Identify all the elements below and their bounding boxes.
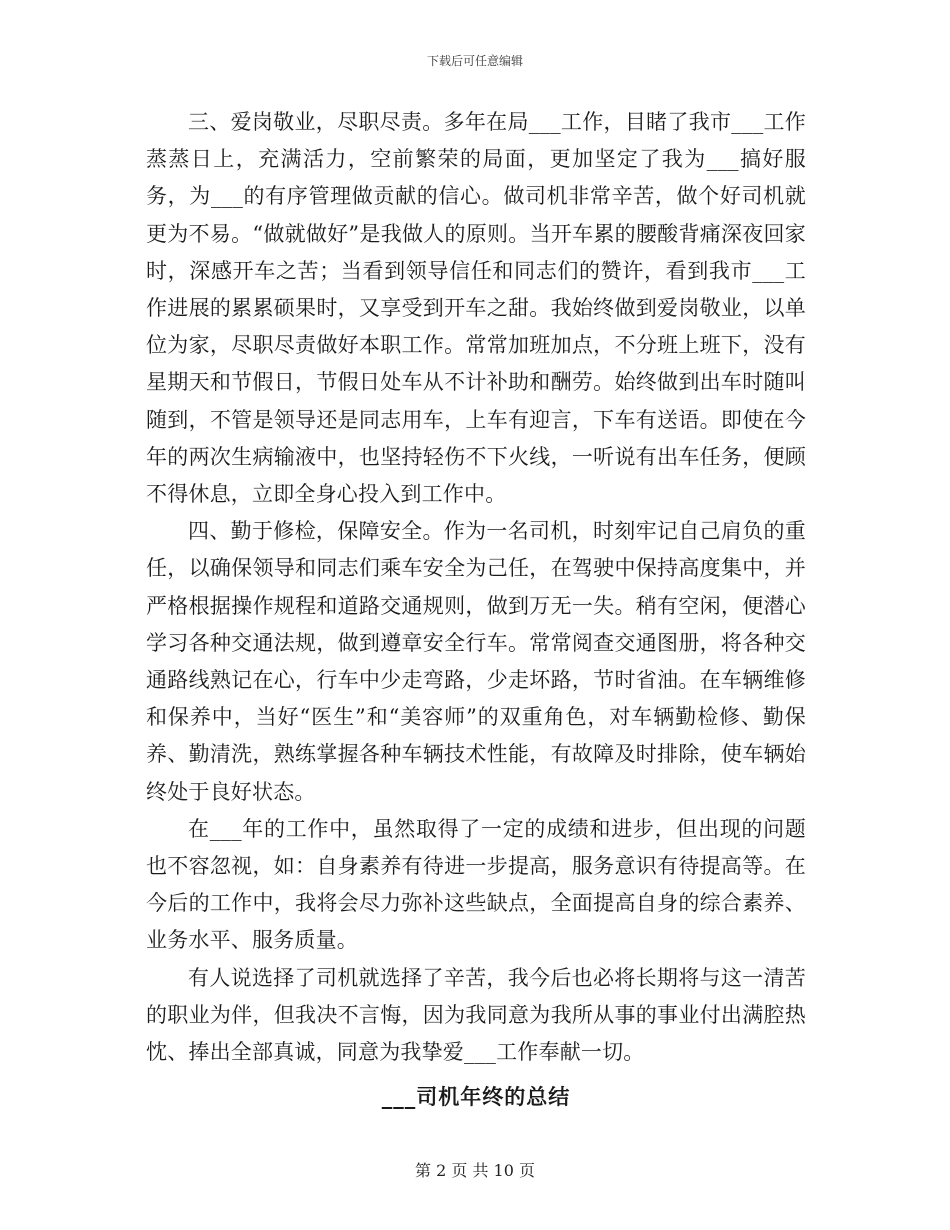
document-body [146,104,806,1111]
paragraph-conclusion: 有人说选择了司机就选择了辛苦，我今后也必将长期将与这一清苦的职业为伴，但我决不言悔，因为我同意为我所从事的事业付出满腔热忱、捧出全部真诚，同意为我挚爱___工作奉献一切。 [146,965,806,1065]
paragraph-safety: 四、勤于修检，保障安全。作为一名司机，时刻牢记自己肩负的重任，以确保领导和同志们乘车安全为己任，在驾驶中保持高度集中，并严格根据操作规程和道路交通规则，做到万无一失。稍有空闲，便潜心学习各种交通法规，做到遵章安全行车。常常阅查交通图册，将各种交通路线熟记在心，行车中少走弯路，少走坏路，节时省油。在车辆维修和保养中，当好“医生”和“美容师”的双重角色，对车辆勤检修、勤保养、勤清洗，熟练掌握各种车辆技术性能，有故障及时排除，使车辆始终处于良好状态。 [146,519,806,804]
page-header: 下载后可任意编辑 [426,54,523,68]
page-footer: 第 2 页 共 10 页 [415,1161,535,1180]
section-title: ___司机年终的总结 [381,1085,571,1110]
paragraph-shortcomings: 在___年的工作中，虽然取得了一定的成绩和进步，但出现的问题也不容忽视，如：自身素养有待进一步提高，服务意识有待提高等。在今后的工作中，我将会尽力弥补这些缺点，全面提高自身的综合素养、业务水平、服务质量。 [146,816,806,953]
paragraph-dedication: 三、爱岗敬业，尽职尽责。多年在局___工作，目睹了我市___工作蒸蒸日上，充满活力，空前繁荣的局面，更加坚定了我为___搞好服务，为___的有序管理做贡献的信心。做司机非常辛苦，做个好司机就更为不易。“做就做好”是我做人的原则。当开车累的腰酸背痛深夜回家时，深感开车之苦；当看到领导信任和同志们的赞许，看到我市___工作进展的累累硕果时，又享受到开车之甜。我始终做到爱岗敬业，以单位为家，尽职尽责做好本职工作。常常加班加点，不分班上班下，没有星期天和节假日，节假日处车从不计补助和酬劳。始终做到出车时随叫随到，不管是领导还是同志用车，上车有迎言，下车有送语。即使在今年的两次生病输液中，也坚持轻伤不下火线，一听说有出车任务，便顾不得休息，立即全身心投入到工作中。 [146,110,806,507]
